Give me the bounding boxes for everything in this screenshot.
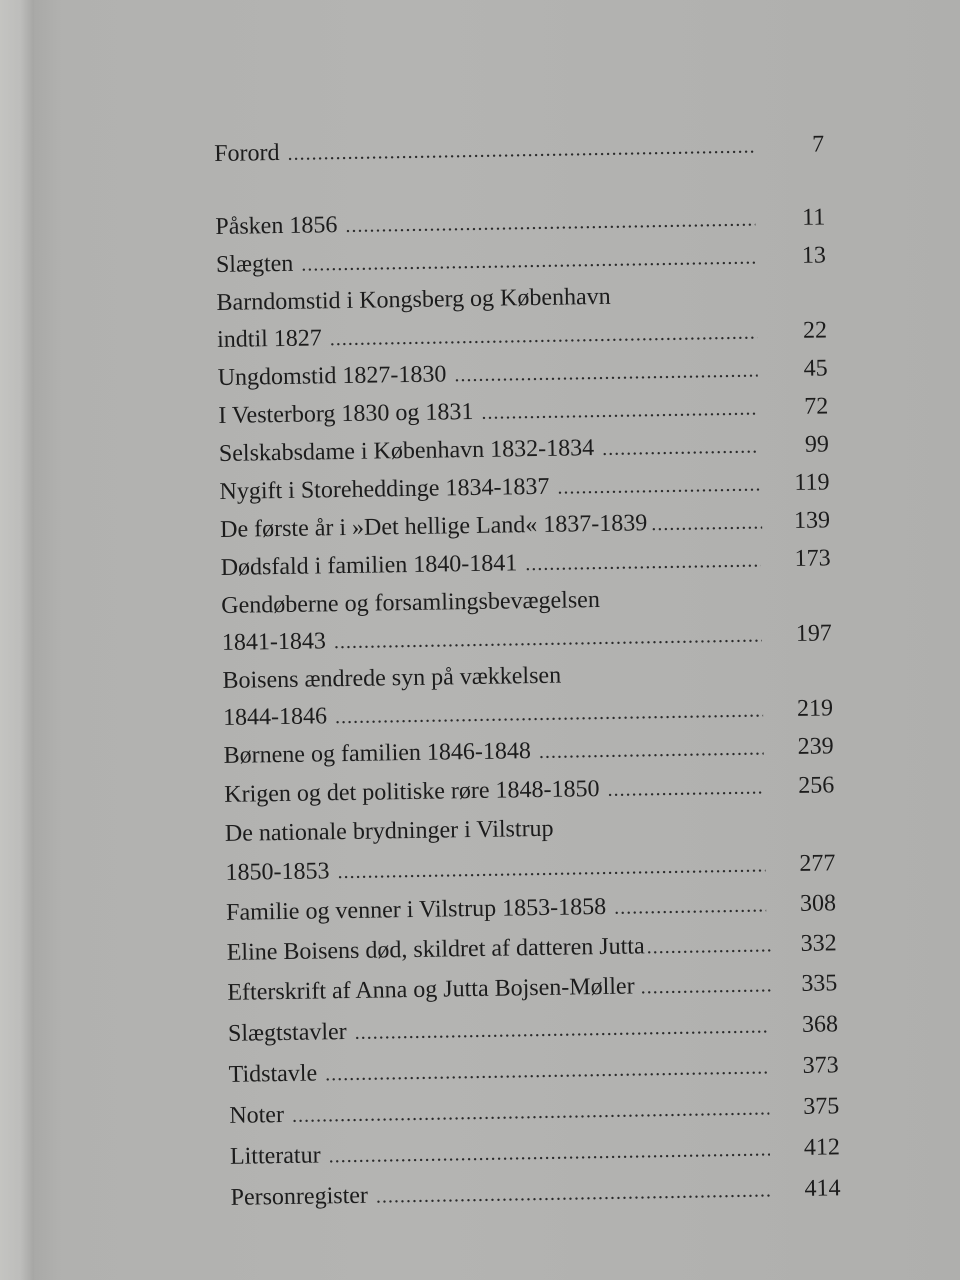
toc-entry-page: 219 [796,695,834,722]
toc-entry-vesterborg [218,392,828,431]
toc-entry-page: 332 [800,930,837,957]
toc-entry-title: Efterskrift af Anna og Jutta Bojsen-Møller [227,973,635,1006]
dot-leader [354,1012,768,1046]
toc-entry-nationale-brydninger [225,810,836,888]
dot-leader [602,432,759,462]
toc-entry-title: Krigen og det politiske røre 1848-1850 [224,776,600,808]
dot-leader [454,356,758,389]
dot-leader [557,470,759,501]
toc-entry-title: 1844-1846 [222,703,328,731]
toc-entry-page: 11 [801,204,826,231]
toc-entry-eline-boisens-dod [227,929,837,968]
dot-leader [481,394,758,426]
dot-leader [525,546,761,578]
toc-entry-title-line1: Barndomstid i Kongsberg og København [216,283,611,316]
toc-entry-selskabsdame [219,430,829,469]
toc-entry-title: Personregister [230,1182,369,1211]
toc-entry-title-line1: Boisens ændrede syn på vækkelsen [222,662,562,694]
toc-entry-page: 368 [801,1011,839,1038]
toc-entry-page: 13 [801,242,827,269]
toc-entry-slaegtstavler [228,1010,838,1049]
toc-entry-litteratur [230,1133,840,1172]
page-edge [0,0,34,1280]
toc-entry-nygift [219,468,829,507]
dot-leader [337,851,765,886]
toc-entry-page: 335 [801,970,838,997]
toc-entry-title: 1850-1853 [225,858,330,886]
toc-entry-tidstavle [228,1051,838,1090]
toc-entry-title: Nygift i Storeheddinge 1834-1837 [219,473,550,505]
dot-leader [607,773,764,803]
toc-entry-title: Eline Boisens død, skildret af datteren Jutta [226,933,645,966]
toc-entry-page: 239 [797,733,834,760]
toc-entry-title: Børnene og familien 1846-1848 [223,738,532,769]
toc-entry-title: Slægtstavler [227,1019,347,1047]
toc-entry-page: 375 [803,1093,840,1120]
toc-entry-page: 119 [794,469,830,496]
table-of-contents [214,130,841,1212]
toc-entry-krigen [224,771,834,810]
toc-entry-title: Selskabsdame i København 1832-1834 [218,435,595,467]
dot-leader [301,244,756,279]
toc-entry-page: 277 [799,850,836,877]
toc-entry-page: 99 [804,431,830,458]
toc-entry-title: Ungdomstid 1827-1830 [217,361,447,391]
toc-entry-title: I Vesterborg 1830 og 1831 [218,398,474,429]
toc-entry-page: 45 [803,355,828,382]
toc-entry-title-line1: De nationale brydninger i Vilstrup [224,815,554,847]
toc-entry-de-forste-ar [220,506,830,545]
toc-entry-title: Dødsfald i familien 1840-1841 [220,550,518,581]
toc-entry-title: Påsken 1856 [215,212,338,240]
toc-entry-barndomstid [216,279,827,355]
dot-leader [328,1135,770,1170]
toc-entry-noter [229,1092,839,1131]
toc-entry-page: 22 [802,317,828,344]
toc-entry-title: Forord [214,139,280,167]
dot-leader [334,621,762,656]
toc-entry-familie-venner [226,889,836,928]
toc-entry-page: 139 [793,507,831,534]
dot-leader [640,971,771,1001]
dot-leader [646,931,771,961]
toc-entry-page: 256 [798,772,835,799]
toc-entry-bornene [223,732,833,771]
toc-entry-page: 414 [804,1175,841,1202]
toc-entry-title: 1841-1843 [221,628,327,656]
toc-entry-page: 197 [795,620,833,647]
toc-entry-gendoberne [221,582,832,658]
dot-leader [292,1094,770,1129]
dot-leader [651,508,762,538]
toc-entry-title: Tidstavle [228,1060,318,1088]
toc-entry-page: 373 [802,1052,839,1079]
dot-leader [287,133,754,168]
dot-leader [345,206,755,240]
dot-leader [325,1053,769,1088]
toc-entry-boisens-syn [222,657,833,733]
dot-leader [335,696,763,731]
toc-entry-title: Noter [229,1102,285,1129]
toc-entry-pasken [215,203,825,242]
dot-leader [539,734,764,766]
toc-entry-efterskrift [227,969,837,1008]
toc-entry-title: indtil 1827 [216,325,323,353]
dot-leader [614,891,766,921]
toc-entry-page: 72 [804,393,829,420]
toc-entry-slaegten [216,241,826,280]
toc-entry-page: 7 [811,131,825,158]
toc-entry-title-line1: Gendøberne og forsamlingsbevægelsen [221,586,601,619]
toc-entry-title: De første år i »Det hellige Land« 1837-1839 [219,510,648,543]
toc-entry-page: 173 [794,545,831,572]
toc-entry-title: Litteratur [229,1142,321,1170]
toc-entry-ungdomstid [218,354,828,393]
toc-entry-title: Slægten [215,250,294,278]
toc-entry-page: 308 [799,890,837,917]
toc-entry-page: 412 [803,1134,841,1161]
toc-entry-dodsfald [221,544,831,583]
toc-entry-title: Familie og venner i Vilstrup 1853-1858 [225,893,607,926]
dot-leader [330,318,758,353]
